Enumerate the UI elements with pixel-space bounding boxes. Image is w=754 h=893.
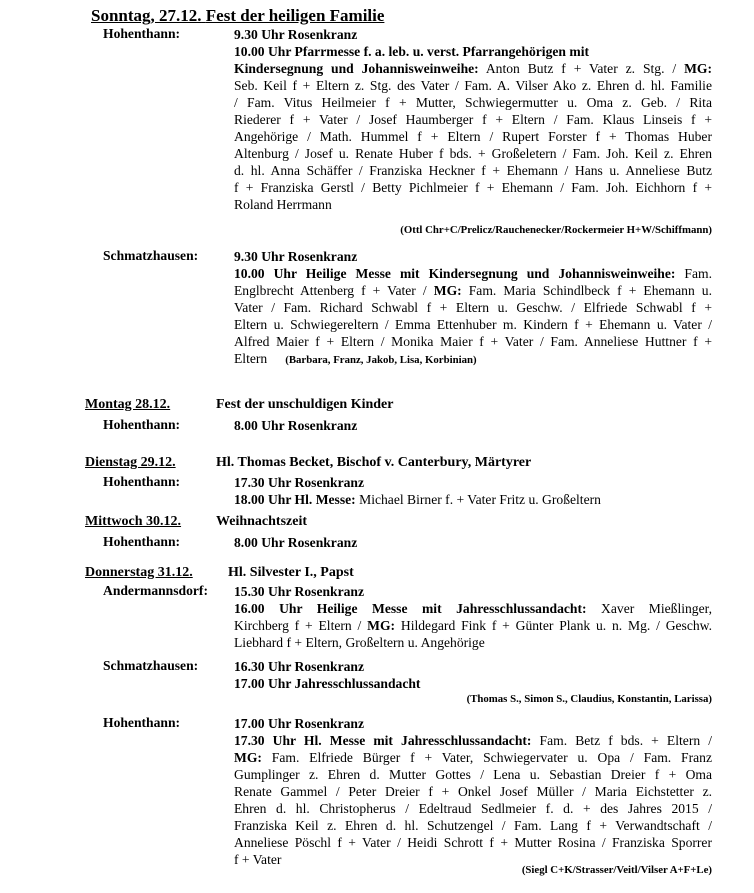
mass-title: 16.00 Uhr Heilige Messe mit Jahresschlussandacht: Xaver Mießlinger, <box>234 601 713 616</box>
service-block-tuesday <box>234 474 712 508</box>
day-heading-monday <box>85 397 394 413</box>
intention-line: Riederer f + Vater / Josef Haumberger f + Eltern / Fam. Klaus Linseis f + <box>234 112 712 127</box>
intention-line: Roland Herrmann <box>234 197 332 212</box>
intention-line: MG: Fam. Elfriede Bürger f + Vater, Schwiegervater u. Opa / Fam. Franz <box>234 750 712 765</box>
day-date: Montag 28.12. <box>85 397 171 412</box>
mass-title: 10.00 Uhr Pfarrmesse f. a. leb. u. verst. Pfarrangehörigen mit <box>234 44 589 59</box>
rosary-time: 15.30 Uhr Rosenkranz <box>234 584 365 599</box>
intention-line: Eltern (Barbara, Franz, Jakob, Lisa, Korbinian) <box>234 351 477 366</box>
place-label: Hohenthann: <box>103 715 181 730</box>
rosary-time: 17.00 Uhr Rosenkranz <box>234 716 365 731</box>
day-heading-thursday <box>85 565 354 581</box>
place-label: Hohenthann: <box>103 417 181 432</box>
day-title: Hl. Thomas Becket, Bischof v. Canterbury, Märtyrer <box>216 455 532 470</box>
day-heading-wednesday <box>85 514 307 530</box>
servers-note: (Barbara, Franz, Jakob, Lisa, Korbinian) <box>285 354 477 366</box>
intention-line: Kirchberg f + Eltern / MG: Hildegard Fink f + Günter Plank u. n. Mg. / Geschw. <box>234 618 713 633</box>
intention-line: Franziska Keil z. Ehren d. hl. Schutzengel / Fam. Lang f + Verwandtschaft / <box>234 818 712 833</box>
intention-line: Ehren d. hl. Christopherus / Edeltraud Sedlmeier f. d. + des Jahres 2015 / <box>234 801 712 816</box>
servers-note: (Ottl Chr+C/Prelicz/Rauchenecker/Rockermeier H+W/Schiffmann) <box>400 224 712 236</box>
intention-line: Eltern u. Schwiegereltern / Emma Ettenhuber m. Kindern f + Ehemann u. Vater / <box>234 317 712 332</box>
place-label: Schmatzhausen: <box>103 248 199 263</box>
day-date: Donnerstag 31.12. <box>85 565 193 580</box>
day-title: Hl. Silvester I., Papst <box>228 565 354 580</box>
service-block-sunday-schmatzhausen <box>234 248 712 369</box>
day-title: Fest der unschuldigen Kinder <box>216 397 394 412</box>
intention-line: Gumplinger z. Ehren d. Mutter Gottes / Lena u. Sebastian Dreier f + Oma <box>234 767 712 782</box>
rosary-time: 9.30 Uhr Rosenkranz <box>234 249 358 264</box>
rosary-time: 16.30 Uhr Rosenkranz <box>234 659 365 674</box>
place-label: Hohenthann: <box>103 474 181 489</box>
day-date: Sonntag, 27.12. <box>91 6 202 25</box>
day-date: Mittwoch 30.12. <box>85 514 182 529</box>
day-heading-sunday <box>91 6 384 26</box>
servers-note: (Siegl C+K/Strasser/Veitl/Vilser A+F+Le) <box>521 864 712 876</box>
servers-note: (Thomas S., Simon S., Claudius, Konstantin, Larissa) <box>466 693 712 705</box>
day-title: Fest der heiligen Familie <box>205 6 385 25</box>
service-block-thursday-hohenthann <box>234 715 712 868</box>
rosary-time: 8.00 Uhr Rosenkranz <box>234 535 358 550</box>
intention-line: Vater / Fam. Richard Schwabl f + Eltern u. Geschw. / Elfriede Schwabl f + <box>234 300 712 315</box>
intention-line: Angehörige / Math. Hummel f + Eltern / Rupert Forster f + Thomas Huber <box>234 129 712 144</box>
mass-title: 10.00 Uhr Heilige Messe mit Kindersegnung und Johannisweinweihe: Fam. <box>234 266 712 281</box>
intention-line: Kindersegnung und Johannisweinweihe: Anton Butz f + Vater z. Stg. / MG: <box>234 61 712 76</box>
intention-line: Liebhard f + Eltern, Großeltern u. Angehörige <box>234 635 485 650</box>
service-block-thursday-andermannsdorf <box>234 583 712 651</box>
day-title: Weihnachtszeit <box>216 514 307 529</box>
service-block-sunday-hohenthann <box>234 26 712 213</box>
devotion-time: 17.00 Uhr Jahresschlussandacht <box>234 676 421 691</box>
rosary-time: 8.00 Uhr Rosenkranz <box>234 418 358 433</box>
intention-line: Englbrecht Attenberg f + Vater / MG: Fam. Maria Schindlbeck f + Ehemann u. <box>234 283 712 298</box>
rosary-time: 17.30 Uhr Rosenkranz <box>234 475 365 490</box>
place-label: Andermannsdorf: <box>103 583 208 598</box>
intention-line: Renate Gammel / Peter Dreier f + Onkel Josef Müller / Maria Eichstetter z. <box>234 784 712 799</box>
day-heading-tuesday <box>85 455 532 471</box>
place-label: Hohenthann: <box>103 26 181 41</box>
day-date: Dienstag 29.12. <box>85 455 176 470</box>
intention-line: f + Vater <box>234 852 282 867</box>
place-label: Schmatzhausen: <box>103 658 199 673</box>
place-label: Hohenthann: <box>103 534 181 549</box>
intention-line: Altenburg / Josef u. Renate Huber f bds. + Großeletern / Fam. Joh. Keil z. Ehren <box>234 146 712 161</box>
rosary-time: 9.30 Uhr Rosenkranz <box>234 27 358 42</box>
intention-line: Alfred Maier f + Eltern / Monika Maier f + Vater / Fam. Anneliese Huttner f + <box>234 334 712 349</box>
intention-line: Seb. Keil f + Eltern z. Stg. des Vater / Fam. A. Vilser Ako z. Ehren d. hl. Familie <box>234 78 712 93</box>
intention-line: d. hl. Anna Schäffer / Franziska Heckner f + Ehemann / Hans u. Anneliese Butz <box>234 163 712 178</box>
intention-line: Anneliese Pöschl f + Vater / Heidi Schrott f + Mutter Rosina / Franziska Sporrer <box>234 835 712 850</box>
service-block-thursday-schmatzhausen <box>234 658 712 692</box>
intention-line: f + Franziska Gerstl / Betty Pichlmeier f + Ehemann / Fam. Joh. Eichhorn f + <box>234 180 712 195</box>
mass-title: 18.00 Uhr Hl. Messe: Michael Birner f. + Vater Fritz u. Großeltern <box>234 492 601 507</box>
intention-line: / Fam. Vitus Heilmeier f + Mutter, Schwiegermutter u. Oma z. Geb. / Rita <box>234 95 712 110</box>
mass-title: 17.30 Uhr Hl. Messe mit Jahresschlussandacht: Fam. Betz f bds. + Eltern / <box>234 733 713 748</box>
